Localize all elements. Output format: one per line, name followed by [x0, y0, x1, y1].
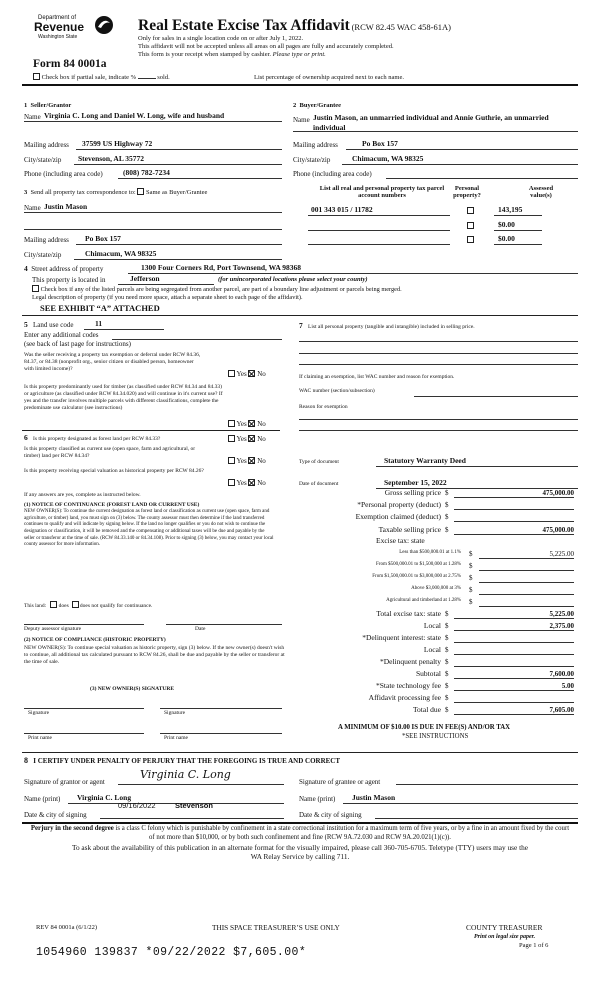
historic-answer — [228, 479, 266, 487]
parcel-row — [308, 221, 578, 233]
affidavit-fee-label: Affidavit processing fee — [368, 693, 441, 702]
tier4-row — [299, 586, 579, 596]
section4-address-row: 4 Street address of property — [24, 264, 104, 273]
dor-swoosh-icon — [94, 15, 114, 35]
local-value[interactable]: 2,375.00 — [454, 622, 574, 631]
s7-line — [299, 364, 578, 365]
legal-paper-note: Print on legal size paper. — [474, 934, 536, 940]
located-note: (for unincorporated locations please select your county) — [218, 276, 368, 283]
section5-divider — [22, 430, 280, 431]
dept-line1: Department of — [38, 15, 77, 21]
affidavit-fee-row — [299, 694, 579, 704]
alt-format-notice: To ask about the availability of this publication in an alternate format for the visually impaired, please call 360-705-6705. Teletype (TTY) users may use the WA Relay Service by calling 711. — [72, 843, 528, 862]
perjury-notice — [30, 825, 570, 843]
dollar-sign: $ — [445, 634, 449, 642]
corr-mailing-line — [76, 244, 282, 245]
exemption-question: Was the seller receiving a property tax exemption or deferral under RCW 84.36, 84.37, or 84.38 (nonprofit org., senior citizen or disabled person, homeowner with limited income)? — [24, 352, 201, 372]
located-county[interactable]: Jefferson — [130, 274, 160, 283]
compliance-title: (2) NOTICE OF COMPLIANCE (HISTORIC PROPERTY) — [24, 637, 166, 643]
treasurer-space: THIS SPACE TREASURER’S USE ONLY — [212, 923, 340, 932]
tier3-label: From $1,500,000.01 to $3,000,000 at 2.75% — [372, 574, 461, 579]
reason-label: Reason for exemption — [299, 404, 348, 410]
dollar-sign: $ — [445, 513, 449, 521]
forest-yes-checkbox[interactable] — [228, 435, 235, 442]
grantee-name-label: Name (print) — [299, 795, 336, 803]
historic-question: Is this property receiving special valuation as historical property per RCW 84.26? — [24, 468, 204, 474]
seller-heading: Seller/Grantor — [30, 102, 72, 109]
yes-label: Yes — [236, 420, 247, 428]
q2-no-checkbox[interactable] — [248, 420, 255, 427]
dollar-sign: $ — [445, 670, 449, 678]
no-label: No — [257, 420, 266, 428]
see-instructions: *SEE INSTRUCTIONS — [402, 733, 469, 740]
historic-yes-checkbox[interactable] — [228, 479, 235, 486]
corr-name-label: Name — [24, 204, 41, 212]
tier3-value[interactable] — [479, 574, 574, 583]
buyer-phone-line — [386, 178, 578, 179]
corr-city[interactable]: Chimacum, WA 98325 — [85, 249, 157, 258]
doc-type-label: Type of document — [299, 459, 339, 465]
dollar-sign: $ — [469, 550, 473, 558]
buyer-mailing[interactable]: Po Box 157 — [362, 139, 398, 148]
deputy-sig-line — [24, 624, 144, 625]
tier5-row — [299, 598, 579, 608]
grantee-name[interactable]: Justin Mason — [352, 793, 396, 802]
delinq-local-value[interactable] — [454, 646, 574, 655]
section8-top-rule — [22, 752, 578, 753]
local-row — [299, 622, 579, 632]
form-number: Form 84 0001a — [33, 58, 107, 70]
header-divider — [22, 84, 578, 86]
yes-label: Yes — [236, 479, 247, 487]
land-use-line — [84, 329, 164, 330]
tier5-label: Agricultural and timberland at 1.28% — [386, 598, 461, 603]
note3-text: This form is your receipt when stamped by cashier. — [138, 51, 272, 58]
note1: Only for sales in a single location code on or after July 1, 2022. — [138, 35, 304, 42]
dollar-sign: $ — [469, 574, 473, 582]
tier1-value[interactable]: 5,225.00 — [479, 550, 574, 559]
segregated-checkbox[interactable] — [32, 285, 39, 292]
tier3-row — [299, 574, 579, 584]
buyer-phone-label: Phone (including area code) — [293, 170, 372, 178]
certify-row: 8 I CERTIFY UNDER PENALTY OF PERJURY THAT THE FOREGOING IS TRUE AND CORRECT — [24, 756, 341, 765]
buyer-name-label: Name — [293, 116, 310, 124]
tech-fee-label: *State technology fee — [376, 681, 441, 690]
affidavit-fee-value[interactable] — [454, 694, 574, 703]
seller-mailing-label: Mailing address — [24, 141, 69, 149]
delinq-state-value[interactable] — [454, 634, 574, 643]
total-due-label: Total due — [412, 705, 441, 714]
delinq-state-row — [299, 634, 579, 644]
note3-italic: Please type or print. — [272, 51, 326, 58]
grantee-sig-line — [396, 784, 578, 785]
grantor-name[interactable]: Virginia C. Long — [77, 793, 132, 802]
tier2-row — [299, 562, 579, 572]
corr-name-line — [24, 212, 282, 213]
exemption-instruction: If claiming an exemption, list WAC number and reason for exemption. — [299, 374, 455, 380]
doc-date[interactable]: September 15, 2022 — [384, 478, 447, 487]
this-land-row — [24, 601, 152, 609]
form-title — [138, 17, 451, 35]
dollar-sign: $ — [445, 501, 449, 509]
county-treasurer: COUNTY TREASURER — [466, 923, 543, 932]
grantor-sig-label: Signature of grantor or agent — [24, 778, 105, 786]
subtotal-row — [299, 670, 579, 680]
doc-type-line — [376, 466, 578, 467]
land-use-row: 5 Land use code — [24, 320, 74, 329]
current-use-answer — [228, 457, 266, 465]
parcel-account-line — [308, 230, 450, 231]
tier1-row — [299, 550, 579, 560]
personal-property-checkbox[interactable] — [467, 222, 474, 229]
no-label: No — [257, 370, 266, 378]
total-due-row — [299, 706, 579, 716]
delinq-local-row — [299, 646, 579, 656]
ownership-note: List percentage of ownership acquired next to each name. — [254, 74, 404, 81]
corr-city-line — [74, 259, 282, 260]
taxable-price-label: Taxable selling price — [378, 525, 441, 534]
treasurer-stamp: 1054960 139837 *09/22/2022 $7,605.00* — [36, 946, 307, 959]
dollar-sign: $ — [445, 658, 449, 666]
exemption-deduct-label: Exemption claimed (deduct) — [355, 512, 441, 521]
parcel-value-line — [494, 244, 542, 245]
tax-corr-label: Send all property tax correspondence to: — [30, 189, 136, 196]
doc-type[interactable]: Statutory Warranty Deed — [384, 456, 466, 465]
parcel-row — [308, 235, 578, 247]
seller-phone-line — [118, 178, 282, 179]
deputy-date-line — [166, 624, 282, 625]
forest-no-checkbox[interactable] — [248, 435, 255, 442]
wac-label: WAC number (section/subsection) — [299, 388, 375, 394]
if-yes-note: If any answers are yes, complete as instructed below. — [24, 492, 141, 498]
parcel-account-line — [308, 244, 450, 245]
doc-date-label: Date of document — [299, 481, 339, 487]
grantor-city[interactable]: Stevenson — [175, 801, 213, 810]
same-as-buyer-label: Same as Buyer/Grantee — [145, 189, 208, 196]
seller-city[interactable]: Stevenson, AL 35772 — [78, 154, 145, 163]
grantor-date[interactable]: 09/16/2022 — [118, 801, 156, 810]
land-use-code[interactable]: 11 — [95, 319, 103, 328]
dollar-sign: $ — [445, 622, 449, 630]
partial-sale-checkbox[interactable] — [33, 73, 40, 80]
total-state-value[interactable]: 5,225.00 — [454, 610, 574, 619]
note2: This affidavit will not be accepted unless all areas on all pages are fully and accurately completed. — [138, 43, 394, 50]
corr-city-label: City/state/zip — [24, 251, 62, 259]
parcel-value[interactable]: $0.00 — [498, 220, 515, 229]
yes-label: Yes — [236, 435, 247, 443]
seller-mailing-line — [76, 149, 282, 150]
grantor-sig-line — [118, 784, 284, 785]
grantor-name-label: Name (print) — [24, 795, 61, 803]
partial-sold-label: sold. — [157, 74, 170, 81]
current-use-no-checkbox[interactable] — [248, 457, 255, 464]
title-text: Real Estate Excise Tax Affidavit — [138, 17, 350, 34]
owner-signature-heading: (3) NEW OWNER(S) SIGNATURE — [90, 686, 174, 692]
owner-sig1-line — [24, 708, 144, 709]
owner-print2-label: Print name — [164, 735, 188, 741]
forest-question-row: 6 Is this property designated as forest land per RCW 84.33? — [24, 433, 161, 442]
dollar-sign: $ — [469, 562, 473, 570]
buyer-city[interactable]: Chimacum, WA 98325 — [352, 154, 424, 163]
title-ref: (RCW 82.45 WAC 458-61A) — [351, 22, 451, 32]
owner-print1-label: Print name — [28, 735, 52, 741]
seller-city-line — [74, 164, 282, 165]
continuance-body: NEW OWNER(S): To continue the current designation as forest land or classification as current use (open space, farm and agriculture, or timber) land, you must sign on (3) below. The county assessor must then determine if the land transferred continues to qualify and will indicate by signing below. If the land no longer qualifies or you do not wish to continue the designation or classification, it will be removed and the compensating or additional taxes will be due and payable by the seller or transferor at the time of sale. (RCW 84.33.140 or 84.34.108). Prior to signing (3) below, you may contact your local county assessor for more information. — [24, 509, 274, 548]
corr-blank-line — [24, 229, 282, 230]
located-label: This property is located in — [32, 276, 106, 284]
delinq-penalty-label: *Delinquent penalty — [379, 657, 441, 666]
compliance-body: NEW OWNER(S): To continue special valuation as historic property, sign (3) below. If the new owner(s) doesn't wish to continue, all additional tax calculated pursuant to RCW 84.26, shall be due and payable by the seller or transferor at the time of sale. — [24, 645, 285, 666]
seller-phone-label: Phone (including area code) — [24, 170, 103, 178]
parcel-account[interactable]: 001 343 015 / 11782 — [311, 205, 373, 214]
grantee-date-line — [375, 818, 578, 819]
seller-name-line — [24, 121, 282, 122]
certify-text: I CERTIFY UNDER PENALTY OF PERJURY THAT THE FOREGOING IS TRUE AND CORRECT — [33, 757, 341, 765]
dollar-sign: $ — [445, 610, 449, 618]
parcel-account-line — [308, 215, 450, 216]
section4-divider — [22, 315, 578, 316]
partial-sale-row — [33, 73, 170, 81]
q1-yes-checkbox[interactable] — [228, 370, 235, 377]
tech-fee-value[interactable]: 5.00 — [454, 682, 574, 691]
exhibit-text[interactable]: SEE EXHIBIT “A” ATTACHED — [40, 303, 160, 313]
gross-price-row — [299, 489, 579, 499]
grantor-date-label: Date & city of signing — [24, 811, 87, 819]
seller-city-label: City/state/zip — [24, 156, 62, 164]
does-not-checkbox[interactable] — [72, 601, 79, 608]
personal-property-label: List all personal property (tangible and intangible) included in selling price. — [308, 324, 475, 330]
current-use-question: Is this property classified as current use (open space, farm and agricultural, or timber) land per RCW 84.34? — [24, 446, 196, 459]
tier2-label: From $500,000.01 to $1,500,000 at 1.28% — [376, 562, 461, 567]
grantor-date-line — [100, 818, 284, 819]
yes-label: Yes — [236, 457, 247, 465]
subtotal-label: Subtotal — [415, 669, 441, 678]
delinq-penalty-value[interactable] — [454, 658, 574, 667]
section1-heading: 1 Seller/Grantor — [24, 102, 72, 109]
timber-answer — [228, 420, 266, 428]
tier2-value[interactable] — [479, 562, 574, 571]
wac-line — [414, 396, 578, 397]
personal-property-checkbox[interactable] — [467, 236, 474, 243]
dollar-sign: $ — [445, 526, 449, 534]
historic-no-checkbox[interactable] — [248, 479, 255, 486]
gross-price-label: Gross selling price — [384, 488, 441, 497]
tier4-value[interactable] — [479, 586, 574, 595]
reason-line — [299, 419, 578, 420]
s7-line — [299, 353, 578, 354]
subtotal-value[interactable]: 7,600.00 — [454, 670, 574, 679]
note3 — [138, 51, 326, 58]
tech-fee-row — [299, 682, 579, 692]
buyer-name[interactable]: Justin Mason, an unmarried individual and Annie Guthrie, an unmarried individual — [313, 113, 549, 132]
q2-yes-checkbox[interactable] — [228, 420, 235, 427]
rev-number: REV 84 0001a (6/1/22) — [36, 924, 98, 931]
section3-label: 3 Send all property tax correspondence to: Same as Buyer/Grantee — [24, 189, 208, 196]
seller-phone[interactable]: (808) 782-7234 — [123, 168, 170, 177]
corr-mailing[interactable]: Po Box 157 — [85, 234, 121, 243]
dor-logo — [30, 14, 116, 50]
owner-sig1-label: Signature — [28, 710, 50, 716]
dept-line3: Washington State — [38, 34, 78, 40]
tier4-label: Above $3,000,000 at 3% — [411, 586, 461, 591]
same-as-buyer-checkbox[interactable] — [137, 188, 144, 195]
dollar-sign: $ — [445, 682, 449, 690]
taxable-price-row — [299, 526, 579, 536]
street-address[interactable]: 1300 Four Corners Rd, Port Townsend, WA 98368 — [141, 263, 301, 272]
delinq-state-label: *Delinquent interest: state — [362, 633, 441, 642]
tier1-label: Less than $500,000.01 at 1.1% — [399, 550, 461, 555]
corr-mailing-label: Mailing address — [24, 236, 69, 244]
no-label: No — [257, 457, 266, 465]
seller-mailing[interactable]: 37599 US Highway 72 — [82, 139, 153, 148]
segregated-row — [32, 285, 402, 293]
total-due-value[interactable]: 7,605.00 — [454, 706, 574, 715]
local-label: Local — [423, 621, 441, 630]
grantee-date-label: Date & city of signing — [299, 811, 362, 819]
deputy-sig-label: Deputy assessor signature — [24, 626, 82, 632]
personal-deduct-label: *Personal property (deduct) — [357, 500, 441, 509]
total-state-label: Total excise tax: state — [376, 609, 441, 618]
buyer-city-label: City/state/zip — [293, 156, 331, 164]
partial-sale-label: Check box if partial sale, indicate % — [41, 74, 137, 81]
additional-codes-label: Enter any additional codes — [24, 331, 99, 339]
see-back-label: (see back of last page for instructions) — [24, 340, 131, 348]
exemption-deduct-value[interactable] — [454, 513, 574, 522]
street-address-label: Street address of property — [31, 265, 104, 273]
owner-sig2-line — [160, 708, 282, 709]
perjury-bold: Perjury in the second degree — [30, 825, 114, 832]
parcel-col-personal: Personal property? — [453, 185, 481, 200]
does-checkbox[interactable] — [50, 601, 57, 608]
personal-deduct-row — [299, 501, 579, 511]
yes-label: Yes — [236, 370, 247, 378]
grantee-sig-label: Signature of grantee or agent — [299, 778, 381, 786]
parcel-value-line — [494, 230, 542, 231]
exemption-answer — [228, 370, 266, 378]
buyer-heading: Buyer/Grantee — [299, 102, 342, 109]
parcel-value[interactable]: $0.00 — [498, 234, 515, 243]
buyer-mailing-line — [346, 149, 578, 150]
dollar-sign: $ — [445, 489, 449, 497]
forest-question: Is this property designated as forest land per RCW 84.33? — [33, 436, 161, 442]
page-number: Page 1 of 6 — [519, 942, 549, 949]
parcel-col-account: List all real and personal property tax parcel account numbers — [319, 185, 445, 200]
land-use-label: Land use code — [33, 321, 74, 329]
dollar-sign: $ — [445, 694, 449, 702]
delinq-local-label: Local — [423, 645, 441, 654]
no-label: No — [257, 435, 266, 443]
parcel-value[interactable]: 143,195 — [498, 205, 523, 214]
corr-name[interactable]: Justin Mason — [44, 202, 88, 211]
segregated-label: Check box if any of the listed parcels are being segregated from another parcel, are part of a boundary line adjustment or parcels being merged. — [40, 286, 402, 293]
buyer-mailing-label: Mailing address — [293, 141, 338, 149]
parcel-value-line — [494, 215, 542, 216]
buyer-city-line — [342, 164, 578, 165]
dollar-sign: $ — [445, 706, 449, 714]
exemption-deduct-row — [299, 513, 579, 523]
current-use-yes-checkbox[interactable] — [228, 457, 235, 464]
personal-property-checkbox[interactable] — [467, 207, 474, 214]
continuance-title: (1) NOTICE OF CONTINUANCE (FOREST LAND OR CURRENT USE) — [24, 502, 200, 508]
seller-name-label: Name — [24, 113, 41, 121]
q1-no-checkbox[interactable] — [248, 370, 255, 377]
section8-bottom-rule — [22, 822, 578, 824]
legal-desc-label: Legal description of property (if you need more space, attach a separate sheet to each page of the affidavit). — [32, 294, 303, 301]
forest-answer — [228, 435, 266, 443]
additional-codes-line — [112, 339, 282, 340]
deputy-date-label: Date — [195, 626, 206, 632]
personal-deduct-value[interactable] — [454, 501, 574, 510]
dollar-sign: $ — [445, 646, 449, 654]
minimum-fee-note: A MINIMUM OF $10.00 IS DUE IN FEE(S) AND/OR TAX — [338, 724, 511, 731]
this-land-label: This land: — [24, 603, 47, 609]
dept-line2: Revenue — [34, 20, 85, 34]
grantee-name-line — [343, 803, 578, 804]
does-not-label: does not qualify for continuance. — [79, 603, 153, 609]
seller-name[interactable]: Virginia C. Long and Daniel W. Long, wife and husband — [44, 111, 225, 120]
no-label: No — [257, 479, 266, 487]
total-state-row — [299, 610, 579, 620]
owner-print2-line — [160, 733, 282, 734]
taxable-price-value[interactable]: 475,000.00 — [454, 526, 574, 535]
parcel-row — [308, 206, 578, 218]
dollar-sign: $ — [469, 586, 473, 594]
delinq-penalty-row — [299, 658, 579, 668]
does-label: does — [58, 603, 69, 609]
parcel-col-value: Assessed value(s) — [528, 185, 554, 200]
gross-price-value[interactable]: 475,000.00 — [454, 489, 574, 498]
street-address-line — [128, 273, 578, 274]
dollar-sign: $ — [469, 598, 473, 606]
grantor-signature[interactable]: Virginia C. Long — [140, 768, 231, 781]
tier5-value[interactable] — [479, 598, 574, 607]
owner-sig2-label: Signature — [164, 710, 186, 716]
timber-question: Is this property predominantly used for timber (as classified under RCW 84.34 and 84.33) or agriculture (as classified under RCW 84.34.020) and will continue in it's current use? If yes and the transfer involves multiple parcels with different classifications, complete the predominate use calculator (see instructions) — [24, 384, 223, 411]
s7-line — [299, 341, 578, 342]
buyer-name-line — [293, 131, 578, 132]
section2-heading: 2 Buyer/Grantee — [293, 102, 342, 109]
section7-label-row: 7 List all personal property (tangible and intangible) included in selling price. — [299, 321, 475, 330]
excise-state-label: Excise tax: state — [376, 536, 425, 545]
owner-print1-line — [24, 733, 144, 734]
perjury-text: is a class C felony which is punishable by confinement in a state correctional institution for a maximum term of five years, or by a fine in an amount fixed by the court of not more than $10,000, or by both such confinement and fine (RCW 9A.72.030 and RCW 9A.20.021(1)(c)). — [113, 825, 570, 841]
reason-line — [299, 430, 578, 431]
